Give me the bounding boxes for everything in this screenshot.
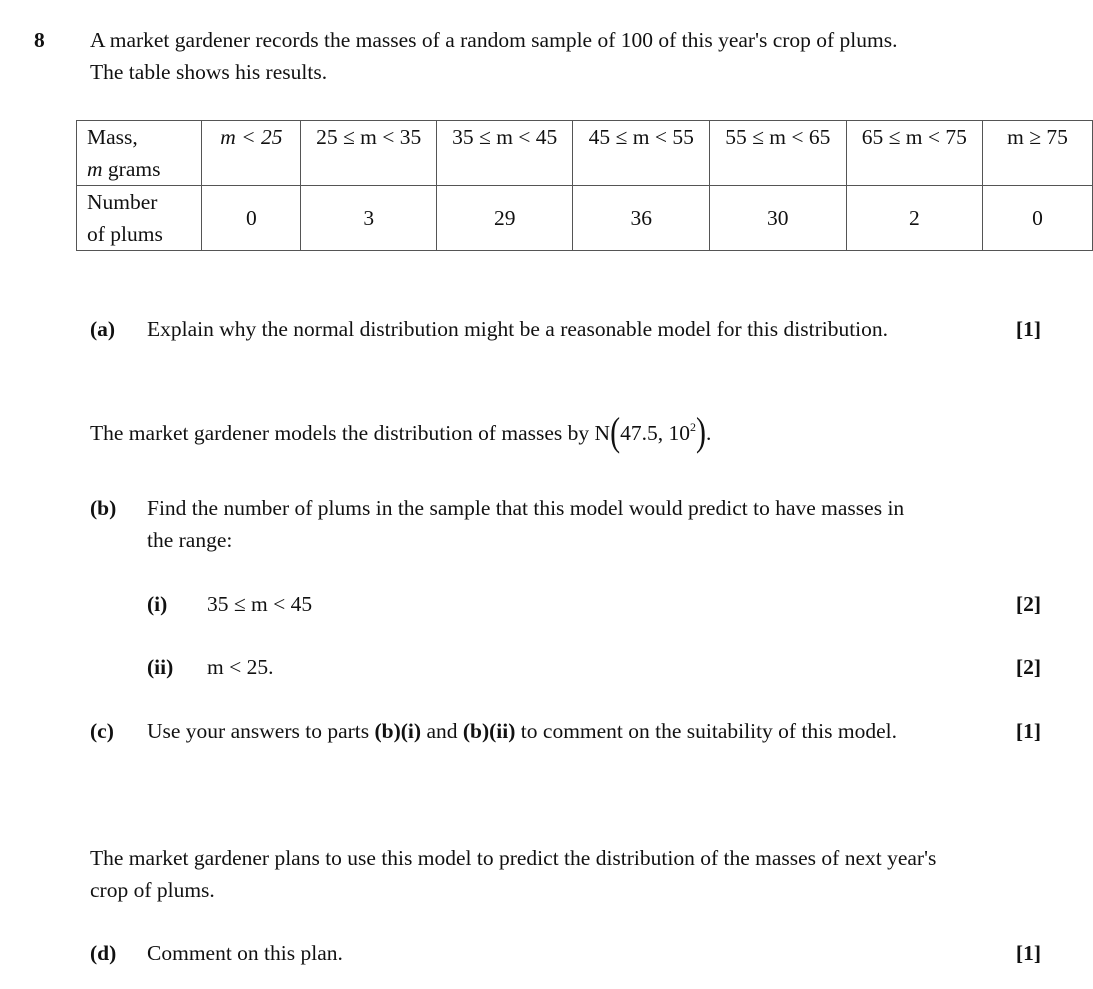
- part-a-text: Explain why the normal distribution might be a reasonable model for this distribution.: [147, 317, 889, 341]
- mass-class-5: [710, 121, 847, 186]
- class-5-text: 55 ≤ m < 65: [725, 125, 831, 149]
- part-b-ii-label: (ii): [147, 655, 174, 679]
- part-b-label: (b): [90, 496, 117, 520]
- part-d-text: Comment on this plan.: [147, 941, 343, 965]
- part-b-ii-marks: [2]: [1015, 655, 1041, 679]
- mass-row-header: [77, 121, 202, 186]
- mass-class-4: [573, 121, 710, 186]
- model-statement: [90, 410, 712, 455]
- count-header-line2: of plums: [87, 222, 163, 246]
- mass-class-3: [436, 121, 573, 186]
- part-b-line1: Find the number of plums in the sample that this model would predict to have masses in: [147, 496, 905, 520]
- model-dist: N: [594, 421, 611, 445]
- mass-class-2: [301, 121, 437, 186]
- question-intro: [90, 24, 1080, 88]
- part-a-marks: [1]: [1015, 317, 1041, 341]
- part-c-text-2: and: [421, 719, 463, 743]
- mass-class-7: [983, 121, 1093, 186]
- class-7-text: m ≥ 75: [1007, 125, 1068, 149]
- part-b-i-marks: [2]: [1015, 592, 1041, 616]
- part-b-ii-text: m < 25.: [207, 655, 274, 679]
- class-6-text: 65 ≤ m < 75: [861, 125, 967, 149]
- mass-frequency-table: [76, 120, 1093, 251]
- question-number: 8: [34, 28, 45, 52]
- intro-line-2: The table shows his results.: [90, 60, 328, 84]
- count-cell-1: 0: [202, 186, 301, 251]
- count-row-header: [77, 186, 202, 251]
- part-c-text-3: to comment on the suitability of this model.: [515, 719, 898, 743]
- mass-row: [77, 121, 1093, 186]
- plan-line-2: crop of plums.: [90, 878, 215, 902]
- class-4-text: 45 ≤ m < 55: [588, 125, 694, 149]
- mass-header-unit: grams: [102, 157, 161, 181]
- part-a-label: (a): [90, 317, 116, 341]
- part-b-i-label: (i): [147, 592, 168, 616]
- count-cell-7: 0: [983, 186, 1093, 251]
- count-cell-6: 2: [846, 186, 983, 251]
- model-exponent: 2: [689, 420, 696, 434]
- part-c-ref-1: (b)(i): [374, 719, 422, 743]
- class-1-text: m < 25: [220, 125, 283, 149]
- count-cell-3: 29: [436, 186, 573, 251]
- model-end: .: [705, 421, 712, 445]
- count-cell-4: 36: [573, 186, 710, 251]
- mass-class-1: [202, 121, 301, 186]
- intro-line-1: A market gardener records the masses of a random sample of 100 of this year's crop of plums.: [90, 28, 898, 52]
- mass-class-6: [846, 121, 983, 186]
- part-c-text: [147, 715, 897, 747]
- model-close-paren: ): [695, 410, 706, 455]
- part-c-label: (c): [90, 719, 114, 743]
- count-cell-5: 30: [710, 186, 847, 251]
- part-d-label: (d): [90, 941, 117, 965]
- mass-header-line1: Mass,: [87, 125, 138, 149]
- model-text: The market gardener models the distribution of masses by: [90, 421, 595, 445]
- part-c-text-1: Use your answers to parts: [147, 719, 375, 743]
- count-row: [77, 186, 1093, 251]
- part-b-line2: the range:: [147, 528, 233, 552]
- part-d-marks: [1]: [1015, 941, 1041, 965]
- count-cell-2: 3: [301, 186, 437, 251]
- part-b-i-text: 35 ≤ m < 45: [207, 592, 313, 616]
- class-3-text: 35 ≤ m < 45: [452, 125, 558, 149]
- model-open-paren: (: [610, 410, 621, 455]
- model-params: 47.5, 10: [620, 421, 690, 445]
- part-c-ref-2: (b)(ii): [462, 719, 516, 743]
- mass-header-var: m: [87, 157, 103, 181]
- plan-line-1: The market gardener plans to use this model to predict the distribution of the masses of next year's: [90, 846, 937, 870]
- part-c-marks: [1]: [1015, 719, 1041, 743]
- count-header-line1: Number: [87, 190, 158, 214]
- class-2-text: 25 ≤ m < 35: [316, 125, 422, 149]
